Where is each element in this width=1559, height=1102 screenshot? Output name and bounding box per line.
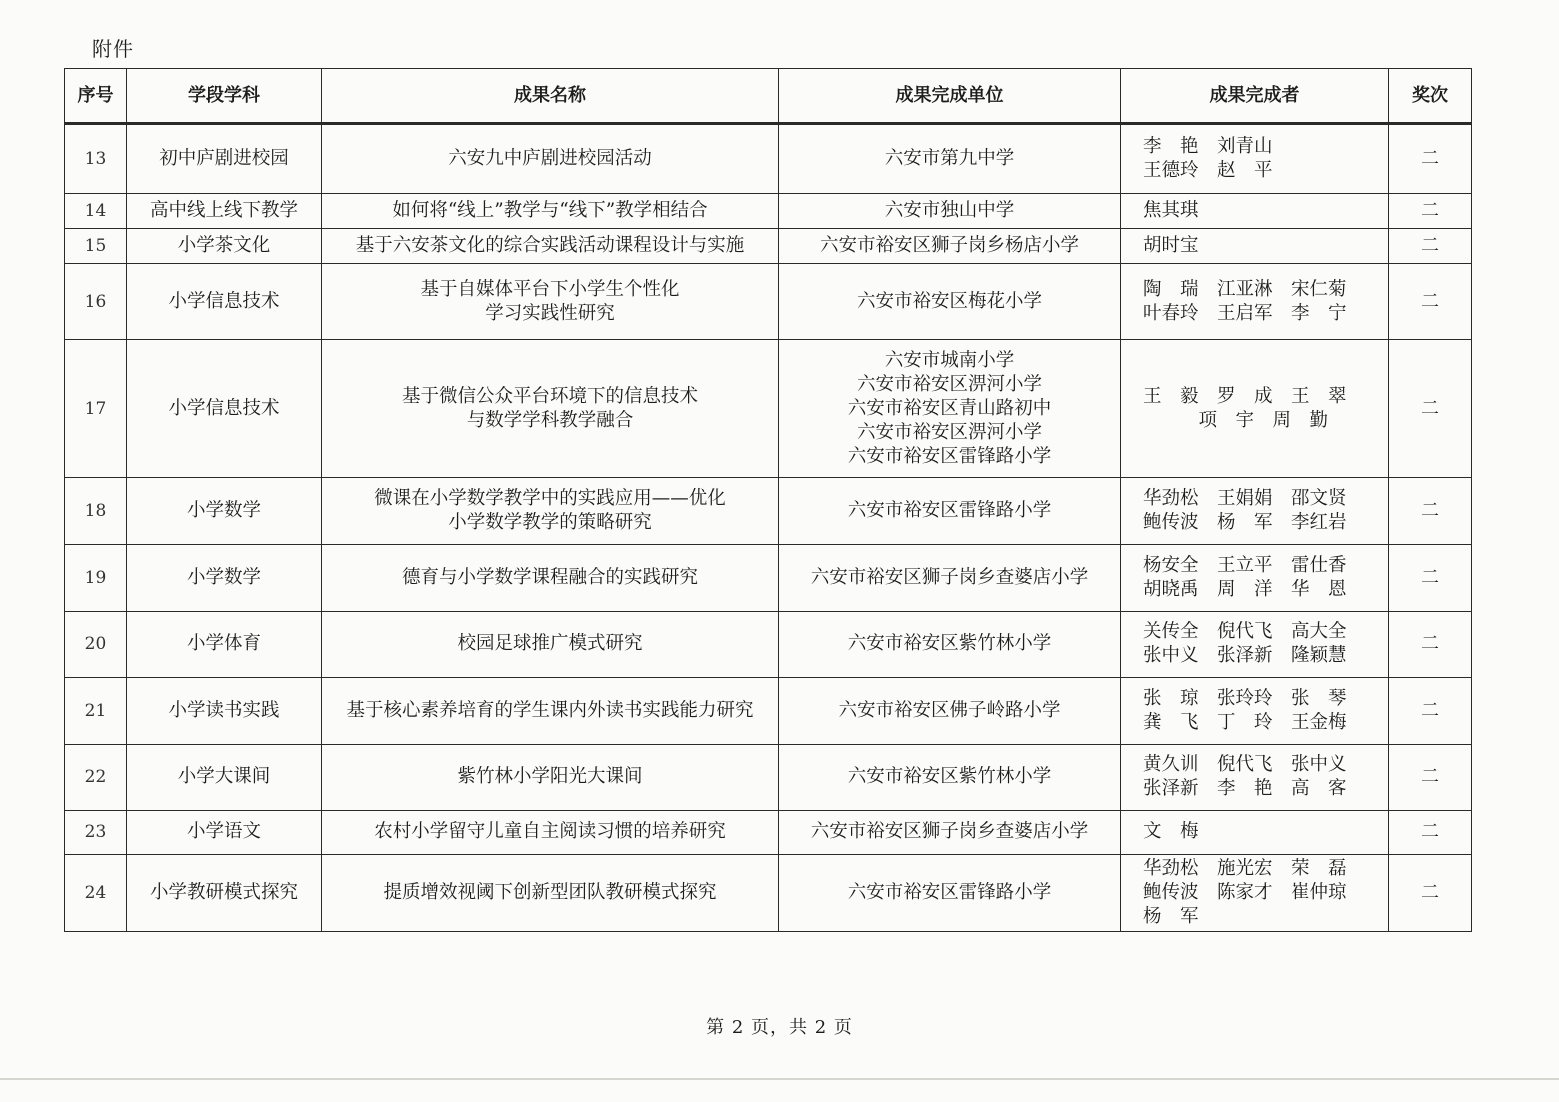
row-seq: 20 bbox=[65, 611, 127, 677]
row-persons-line: 鲍传波 陈家才 崔仲琼 bbox=[1143, 881, 1347, 903]
row-units-line: 六安市裕安区雷锋路小学 bbox=[847, 500, 1052, 522]
row-persons-line: 杨 军 bbox=[1143, 905, 1199, 927]
row-units bbox=[779, 340, 1121, 478]
row-persons bbox=[1121, 478, 1389, 545]
row-title bbox=[322, 124, 779, 194]
table-row bbox=[65, 340, 1472, 478]
row-persons-line: 张 琼 张玲玲 张 琴 bbox=[1143, 687, 1347, 709]
row-units-line: 六安市城南小学 bbox=[884, 349, 1015, 371]
row-award: 二 bbox=[1389, 744, 1472, 810]
row-title-line: 基于自媒体平台下小学生个性化 bbox=[420, 278, 680, 300]
row-units-line: 六安市裕安区紫竹林小学 bbox=[847, 766, 1052, 788]
row-title bbox=[322, 264, 779, 340]
row-title-line: 农村小学留守儿童自主阅读习惯的培养研究 bbox=[374, 821, 726, 843]
attachment-label: 附件 bbox=[92, 37, 134, 61]
row-units bbox=[779, 478, 1121, 545]
row-persons bbox=[1121, 194, 1389, 229]
row-subject: 小学数学 bbox=[127, 545, 322, 611]
row-title-line: 基于微信公众平台环境下的信息技术 bbox=[401, 385, 698, 407]
row-persons bbox=[1121, 124, 1389, 194]
row-title bbox=[322, 810, 779, 854]
row-seq: 17 bbox=[65, 340, 127, 478]
row-persons-line: 项 宇 周 勤 bbox=[1143, 409, 1329, 431]
row-subject: 小学信息技术 bbox=[127, 264, 322, 340]
row-subject: 初中庐剧进校园 bbox=[127, 124, 322, 194]
row-title-line: 紫竹林小学阳光大课间 bbox=[457, 766, 643, 788]
row-award: 二 bbox=[1389, 810, 1472, 854]
row-persons bbox=[1121, 810, 1389, 854]
row-title-line: 如何将“线上”教学与“线下”教学相结合 bbox=[392, 200, 708, 222]
row-title-line: 德育与小学数学课程融合的实践研究 bbox=[401, 567, 698, 588]
row-units bbox=[779, 545, 1121, 611]
row-subject: 小学教研模式探究 bbox=[127, 854, 322, 931]
row-units bbox=[779, 194, 1121, 229]
row-subject: 小学信息技术 bbox=[127, 340, 322, 478]
row-persons-line: 关传全 倪代飞 高大全 bbox=[1143, 621, 1347, 643]
row-award: 二 bbox=[1389, 229, 1472, 264]
row-title-line: 小学数学教学的策略研究 bbox=[448, 512, 652, 534]
row-title bbox=[322, 545, 779, 611]
row-award: 二 bbox=[1389, 611, 1472, 677]
table-row bbox=[65, 810, 1472, 854]
row-persons-line: 王德玲 赵 平 bbox=[1143, 160, 1273, 182]
row-units bbox=[779, 744, 1121, 810]
table-row bbox=[65, 124, 1472, 194]
row-persons bbox=[1121, 611, 1389, 677]
row-persons bbox=[1121, 264, 1389, 340]
award-table bbox=[64, 68, 1472, 932]
row-title bbox=[322, 854, 779, 931]
row-award: 二 bbox=[1389, 194, 1472, 229]
row-units-line: 六安市裕安区狮子岗乡杨店小学 bbox=[819, 235, 1079, 257]
row-title bbox=[322, 744, 779, 810]
row-award: 二 bbox=[1389, 264, 1472, 340]
row-units-line: 六安市裕安区紫竹林小学 bbox=[847, 633, 1052, 655]
header-award: 奖次 bbox=[1389, 69, 1472, 124]
row-subject: 小学读书实践 bbox=[127, 677, 322, 744]
row-title bbox=[322, 340, 779, 478]
row-persons-line: 鲍传波 杨 军 李红岩 bbox=[1143, 512, 1347, 534]
row-title bbox=[322, 611, 779, 677]
row-subject: 小学语文 bbox=[127, 810, 322, 854]
row-subject: 小学茶文化 bbox=[127, 229, 322, 264]
row-units-line: 六安市独山中学 bbox=[884, 200, 1015, 222]
table-row bbox=[65, 545, 1472, 611]
row-seq: 21 bbox=[65, 677, 127, 744]
row-persons-line: 华劲松 王娟娟 邵文贤 bbox=[1143, 488, 1347, 510]
table-row bbox=[65, 194, 1472, 229]
row-title bbox=[322, 478, 779, 545]
row-persons-line: 胡晓禹 周 洋 华 恩 bbox=[1143, 579, 1347, 600]
row-persons-line: 胡时宝 bbox=[1143, 235, 1199, 257]
header-unit: 成果完成单位 bbox=[779, 69, 1121, 124]
row-persons bbox=[1121, 677, 1389, 744]
row-units bbox=[779, 677, 1121, 744]
divider bbox=[0, 1078, 1559, 1080]
row-subject: 小学大课间 bbox=[127, 744, 322, 810]
row-persons bbox=[1121, 229, 1389, 264]
row-units-line: 六安市裕安区狮子岗乡查婆店小学 bbox=[810, 821, 1089, 843]
row-units-line: 六安市裕安区狮子岗乡查婆店小学 bbox=[810, 567, 1089, 588]
row-persons bbox=[1121, 854, 1389, 931]
row-persons-line: 张泽新 李 艳 高 客 bbox=[1143, 778, 1347, 800]
row-persons-line: 龚 飞 丁 玲 王金梅 bbox=[1143, 711, 1347, 733]
row-persons bbox=[1121, 545, 1389, 611]
row-award: 二 bbox=[1389, 854, 1472, 931]
row-seq: 23 bbox=[65, 810, 127, 854]
row-title-line: 基于核心素养培育的学生课内外读书实践能力研究 bbox=[346, 699, 754, 721]
row-units bbox=[779, 264, 1121, 340]
row-units bbox=[779, 229, 1121, 264]
row-units bbox=[779, 854, 1121, 931]
row-title-line: 提质增效视阈下创新型团队教研模式探究 bbox=[383, 881, 717, 903]
row-units-line: 六安市裕安区青山路初中 bbox=[847, 397, 1052, 419]
row-units bbox=[779, 124, 1121, 194]
header-persons: 成果完成者 bbox=[1121, 69, 1389, 124]
row-subject: 小学数学 bbox=[127, 478, 322, 545]
row-seq: 13 bbox=[65, 124, 127, 194]
row-persons-line: 叶春玲 王启军 李 宁 bbox=[1143, 302, 1347, 324]
row-subject: 高中线上线下教学 bbox=[127, 194, 322, 229]
row-persons-line: 华劲松 施光宏 荣 磊 bbox=[1143, 857, 1347, 879]
row-seq: 14 bbox=[65, 194, 127, 229]
header-seq: 序号 bbox=[65, 69, 127, 124]
page-footer: 第 2 页，共 2 页 bbox=[706, 1017, 853, 1038]
row-seq: 22 bbox=[65, 744, 127, 810]
row-units-line: 六安市裕安区梅花小学 bbox=[856, 290, 1042, 312]
row-units-line: 六安市裕安区雷锋路小学 bbox=[847, 881, 1052, 903]
row-title bbox=[322, 677, 779, 744]
row-units-line: 六安市裕安区佛子岭路小学 bbox=[838, 699, 1061, 721]
row-seq: 18 bbox=[65, 478, 127, 545]
row-persons bbox=[1121, 340, 1389, 478]
row-persons-line: 杨安全 王立平 雷仕香 bbox=[1143, 555, 1347, 576]
row-award: 二 bbox=[1389, 677, 1472, 744]
row-persons-line: 王 毅 罗 成 王 翠 bbox=[1143, 385, 1347, 407]
table-row bbox=[65, 677, 1472, 744]
table-row bbox=[65, 478, 1472, 545]
row-persons bbox=[1121, 744, 1389, 810]
row-persons-line: 张中义 张泽新 隆颖慧 bbox=[1143, 645, 1347, 667]
header-title: 成果名称 bbox=[322, 69, 779, 124]
row-subject: 小学体育 bbox=[127, 611, 322, 677]
row-title bbox=[322, 194, 779, 229]
row-persons-line: 黄久训 倪代飞 张中义 bbox=[1143, 754, 1347, 776]
row-title-line: 微课在小学数学教学中的实践应用——优化 bbox=[374, 488, 726, 510]
row-seq: 15 bbox=[65, 229, 127, 264]
table-row bbox=[65, 854, 1472, 931]
row-units-line: 六安市第九中学 bbox=[884, 148, 1015, 170]
row-seq: 19 bbox=[65, 545, 127, 611]
row-units bbox=[779, 810, 1121, 854]
row-title-line: 与数学学科教学融合 bbox=[466, 409, 634, 431]
row-units-line: 六安市裕安区淠河小学 bbox=[856, 421, 1042, 443]
row-units-line: 六安市裕安区雷锋路小学 bbox=[847, 445, 1052, 467]
row-seq: 16 bbox=[65, 264, 127, 340]
table-row bbox=[65, 744, 1472, 810]
row-persons-line: 焦其琪 bbox=[1143, 200, 1199, 222]
row-persons-line: 陶 瑞 江亚淋 宋仁菊 bbox=[1143, 278, 1347, 300]
table-row bbox=[65, 229, 1472, 264]
row-title-line: 基于六安茶文化的综合实践活动课程设计与实施 bbox=[355, 235, 745, 257]
row-award: 二 bbox=[1389, 545, 1472, 611]
header-subject: 学段学科 bbox=[127, 69, 322, 124]
table-row bbox=[65, 611, 1472, 677]
row-award: 二 bbox=[1389, 124, 1472, 194]
row-award: 二 bbox=[1389, 340, 1472, 478]
row-title bbox=[322, 229, 779, 264]
row-units-line: 六安市裕安区淠河小学 bbox=[856, 373, 1042, 395]
row-award: 二 bbox=[1389, 478, 1472, 545]
row-units bbox=[779, 611, 1121, 677]
row-persons-line: 文 梅 bbox=[1143, 821, 1199, 843]
row-title-line: 校园足球推广模式研究 bbox=[457, 633, 643, 655]
table-header-row bbox=[65, 69, 1472, 124]
row-title-line: 学习实践性研究 bbox=[485, 302, 615, 324]
row-persons-line: 李 艳 刘青山 bbox=[1143, 136, 1273, 158]
row-title-line: 六安九中庐剧进校园活动 bbox=[448, 148, 652, 170]
row-seq: 24 bbox=[65, 854, 127, 931]
table-row bbox=[65, 264, 1472, 340]
